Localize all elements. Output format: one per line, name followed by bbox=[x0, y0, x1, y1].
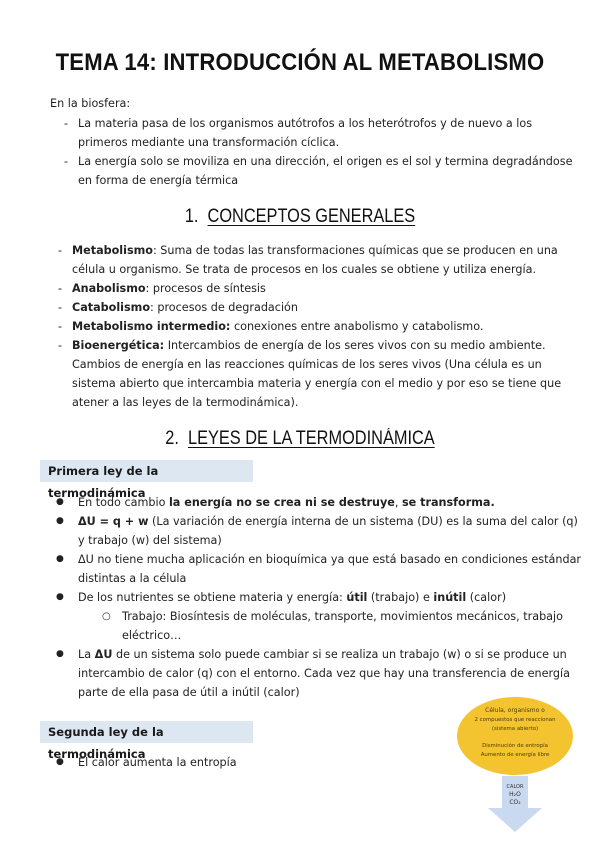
text: (calor) bbox=[466, 591, 507, 604]
law-1-bullet-4 bbox=[78, 588, 506, 607]
law-1-bullet-5-cont-2: parte de ella pasa de útil a inútil (calor) bbox=[78, 686, 300, 699]
law-1-bullet-2 bbox=[78, 512, 578, 531]
text-bold: útil bbox=[346, 591, 368, 604]
intro-item-1-line2: primeros mediante una transformación cíclica. bbox=[78, 136, 340, 149]
section-2-title: LEYES DE LA TERMODINÁMICA bbox=[188, 428, 435, 449]
law-1-bullet-5 bbox=[78, 645, 567, 664]
open-system-diagram bbox=[456, 696, 574, 836]
concept-metabolismo-intermedio bbox=[72, 317, 483, 336]
law-1-subbullet-cont: eléctrico… bbox=[122, 629, 182, 642]
intro-lead: En la biosfera: bbox=[50, 97, 131, 110]
section-2-heading bbox=[42, 427, 558, 451]
intro-item-1-line1: - La materia pasa de los organismos autótrofos a los heterótrofos y de nuevo a los bbox=[78, 114, 532, 133]
concept-anabolismo bbox=[72, 279, 266, 298]
law-1-bullet-5-cont-1: intercambio de calor (q) con el entorno. Cada vez que hay una transferencia de energía bbox=[78, 667, 570, 680]
concept-metabolismo bbox=[72, 241, 558, 260]
text-bold: la energía no se crea ni se destruye bbox=[168, 496, 395, 509]
diagram-line-3: (sistema abierto) bbox=[491, 726, 539, 732]
text: De los nutrientes se obtiene materia y energía: bbox=[78, 591, 347, 604]
concept-desc: Intercambios de energía de los seres vivos con su medio ambiente. bbox=[164, 339, 546, 352]
section-1-number: 1. bbox=[184, 206, 199, 227]
text: La bbox=[78, 648, 95, 661]
concept-term: Anabolismo bbox=[72, 282, 146, 295]
law-1-bullet-1 bbox=[78, 493, 495, 512]
formula: ΔU = q + w bbox=[78, 515, 149, 528]
page-title: TEMA 14: INTRODUCCIÓN AL METABOLISMO bbox=[55, 49, 545, 76]
intro-item-2-line1: - La energía solo se moviliza en una dirección, el origen es el sol y termina degradándose bbox=[78, 152, 572, 171]
text: (La variación de energía interna de un sistema (DU) es la suma del calor (q) bbox=[148, 515, 578, 528]
concept-term: Metabolismo intermedio: bbox=[72, 320, 231, 333]
concept-desc: : procesos de síntesis bbox=[145, 282, 266, 295]
concept-desc: : Suma de todas las transformaciones químicas que se producen en una bbox=[152, 244, 558, 257]
concept-term: Bioenergética: bbox=[72, 339, 165, 352]
text: , bbox=[394, 496, 402, 509]
law-1-heading: Primera ley de la termodinámica bbox=[40, 460, 253, 482]
diagram-line-4: Disminución de entropía bbox=[482, 743, 548, 749]
concept-bioenergetica bbox=[72, 336, 546, 355]
law-1-bullet-2-cont: y trabajo (w) del sistema) bbox=[78, 534, 222, 547]
diagram-output-1: CALOR bbox=[506, 784, 524, 790]
concept-term: Catabolismo bbox=[72, 301, 151, 314]
law-1-bullet-3: ● ΔU no tiene mucha aplicación en bioquímica ya que está basado en condiciones estándar bbox=[78, 550, 581, 569]
law-2-bullet-1: ● El calor aumenta la entropía bbox=[78, 753, 237, 772]
concept-metabolismo-cont: célula u organismo. Se trata de procesos en los cuales se obtiene y utiliza energía. bbox=[72, 263, 537, 276]
law-1-bullet-3-cont: distintas a la célula bbox=[78, 572, 187, 585]
concept-term: Metabolismo bbox=[72, 244, 153, 257]
concept-bioenergetica-cont-1: Cambios de energía en las reacciones químicas de los seres vivos (Una célula es un bbox=[72, 358, 542, 371]
section-1-title: CONCEPTOS GENERALES bbox=[207, 206, 416, 227]
intro-item-2-line2: en forma de energía térmica bbox=[78, 174, 239, 187]
law-2-heading: Segunda ley de la termodinámica bbox=[40, 721, 253, 743]
diagram-line-1: Célula, organismo o bbox=[485, 707, 545, 714]
text: En todo cambio bbox=[78, 496, 169, 509]
diagram-output-2: H₂O bbox=[509, 791, 521, 798]
concept-desc: : procesos de degradación bbox=[150, 301, 298, 314]
diagram-line-5: Aumento de energía libre bbox=[480, 752, 550, 758]
text-bold: se transforma. bbox=[402, 496, 495, 509]
law-1-subbullet: ○ Trabajo: Biosíntesis de moléculas, transporte, movimientos mecánicos, trabajo bbox=[122, 607, 563, 626]
section-2-number: 2. bbox=[165, 428, 179, 449]
text: de un sistema solo puede cambiar si se realiza un trabajo (w) o si se produce un bbox=[112, 648, 567, 661]
diagram-line-2: 2 compuestos que reaccionan bbox=[474, 717, 556, 723]
text: (trabajo) e bbox=[367, 591, 434, 604]
diagram-output-3: CO₂ bbox=[509, 799, 521, 806]
text-bold: inútil bbox=[433, 591, 467, 604]
concept-catabolismo bbox=[72, 298, 298, 317]
concept-bioenergetica-cont-3: atener a las leyes de la termodinámica). bbox=[72, 396, 299, 409]
concept-desc: conexiones entre anabolismo y catabolismo. bbox=[230, 320, 484, 333]
concept-bioenergetica-cont-2: sistema abierto que intercambia materia y energía con el medio y por eso se tiene que bbox=[72, 377, 562, 390]
text-bold: ΔU bbox=[94, 648, 113, 661]
section-1-heading bbox=[42, 205, 558, 229]
